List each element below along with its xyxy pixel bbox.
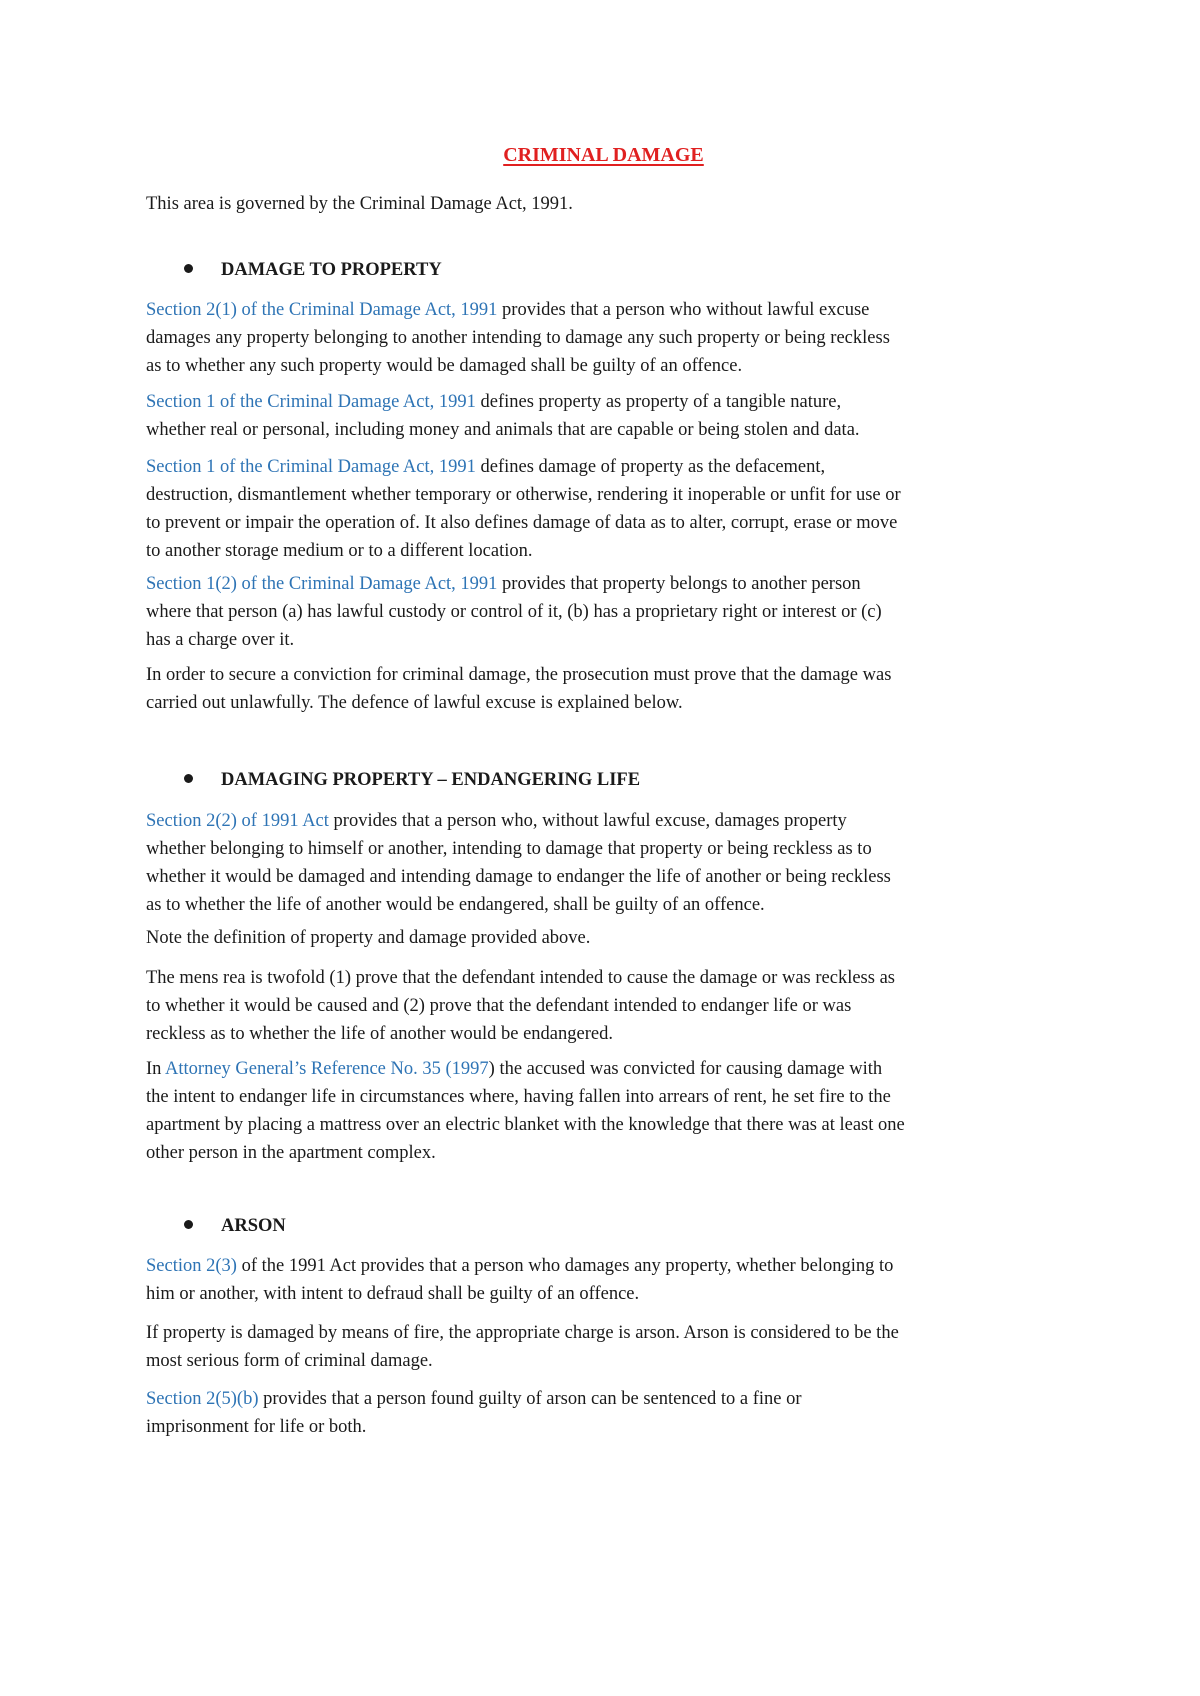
paragraph-line: [146, 388, 1066, 416]
body-paragraph: [146, 1385, 1066, 1441]
paragraph-line: [146, 598, 1066, 626]
paragraph-text: ) the accused was convicted for causing damage with: [488, 1059, 883, 1079]
paragraph-text: most serious form of criminal damage.: [146, 1351, 433, 1371]
body-paragraph: [146, 296, 1066, 380]
intro-paragraph: This area is governed by the Criminal Damage Act, 1991.: [146, 194, 573, 214]
paragraph-text: other person in the apartment complex.: [146, 1143, 436, 1163]
paragraph-text: damages any property belonging to another intending to damage any such property or being reckless: [146, 328, 890, 348]
paragraph-line: [146, 891, 1066, 919]
paragraph-line: [146, 1413, 1066, 1441]
paragraph-text: defines property as property of a tangible nature,: [475, 392, 842, 412]
bullet-icon: [184, 1220, 193, 1229]
paragraph-line: [146, 863, 1066, 891]
paragraph-text: reckless as to whether the life of another would be endangered.: [146, 1024, 613, 1044]
body-paragraph: [146, 964, 1066, 1048]
paragraph-text: where that person (a) has lawful custody or control of it, (b) has a proprietary right or interest or (c): [146, 602, 882, 622]
body-paragraph: [146, 570, 1066, 654]
legal-reference-link[interactable]: Section 2(3): [146, 1256, 237, 1276]
body-paragraph: [146, 453, 1066, 565]
bullet-icon: [184, 264, 193, 273]
document-title: CRIMINAL DAMAGE: [503, 144, 704, 166]
paragraph-text: imprisonment for life or both.: [146, 1417, 367, 1437]
paragraph-line: [146, 1252, 1066, 1280]
paragraph-text: whether real or personal, including money and animals that are capable or being stolen and data.: [146, 420, 860, 440]
paragraph-text: to whether it would be caused and (2) prove that the defendant intended to endanger life or was: [146, 996, 852, 1016]
body-paragraph: [146, 661, 1066, 717]
legal-reference-link[interactable]: Section 2(2) of 1991 Act: [146, 811, 329, 831]
paragraph-line: [146, 924, 1066, 952]
paragraph-line: [146, 661, 1066, 689]
section-heading: [146, 256, 442, 284]
paragraph-text: him or another, with intent to defraud shall be guilty of an offence.: [146, 1284, 640, 1304]
paragraph-line: [146, 570, 1066, 598]
paragraph-line: [146, 453, 1066, 481]
paragraph-line: [146, 537, 1066, 565]
paragraph-text: provides that property belongs to another person: [497, 574, 861, 594]
body-paragraph: [146, 388, 1066, 444]
legal-reference-link[interactable]: Attorney General’s Reference No. 35 (1997: [165, 1059, 489, 1079]
paragraph-line: [146, 626, 1066, 654]
paragraph-text: In order to secure a conviction for criminal damage, the prosecution must prove that the damage was: [146, 665, 892, 685]
paragraph-line: [146, 416, 1066, 444]
bullet-icon: [184, 774, 193, 783]
paragraph-line: [146, 1139, 1066, 1167]
paragraph-line: [146, 1280, 1066, 1308]
paragraph-line: [146, 835, 1066, 863]
paragraph-text: to another storage medium or to a different location.: [146, 541, 533, 561]
paragraph-line: [146, 964, 1066, 992]
legal-reference-link[interactable]: Section 1 of the Criminal Damage Act, 1991: [146, 392, 476, 412]
paragraph-text: defines damage of property as the defacement,: [475, 457, 826, 477]
paragraph-text: Note the definition of property and damage provided above.: [146, 928, 591, 948]
paragraph-line: [146, 481, 1066, 509]
section-heading: [146, 1212, 286, 1240]
paragraph-text: apartment by placing a mattress over an electric blanket with the knowledge that there was at least one: [146, 1115, 905, 1135]
paragraph-text: to prevent or impair the operation of. It also defines damage of data as to alter, corrupt, erase or move: [146, 513, 898, 533]
paragraph-text: provides that a person found guilty of arson can be sentenced to a fine or: [258, 1389, 802, 1409]
paragraph-text: provides that a person who without lawful excuse: [497, 300, 870, 320]
legal-reference-link[interactable]: Section 2(1) of the Criminal Damage Act, 1991: [146, 300, 498, 320]
paragraph-line: [146, 509, 1066, 537]
section-heading-text: DAMAGE TO PROPERTY: [221, 260, 442, 280]
paragraph-line: [146, 1020, 1066, 1048]
body-paragraph: [146, 1319, 1066, 1375]
legal-reference-link[interactable]: Section 1(2) of the Criminal Damage Act, 1991: [146, 574, 498, 594]
paragraph-prefix: In: [146, 1059, 166, 1079]
paragraph-line: [146, 352, 1066, 380]
body-paragraph: [146, 1055, 1066, 1167]
paragraph-line: [146, 807, 1066, 835]
paragraph-line: [146, 324, 1066, 352]
body-paragraph: [146, 1252, 1066, 1308]
paragraph-text: as to whether any such property would be damaged shall be guilty of an offence.: [146, 356, 743, 376]
paragraph-line: [146, 1347, 1066, 1375]
paragraph-text: has a charge over it.: [146, 630, 295, 650]
paragraph-line: [146, 992, 1066, 1020]
legal-reference-link[interactable]: Section 1 of the Criminal Damage Act, 1991: [146, 457, 476, 477]
paragraph-text: provides that a person who, without lawful excuse, damages property: [328, 811, 847, 831]
paragraph-text: destruction, dismantlement whether temporary or otherwise, rendering it inoperable or unfit for use or: [146, 485, 901, 505]
paragraph-text: carried out unlawfully. The defence of lawful excuse is explained below.: [146, 693, 683, 713]
section-heading-text: DAMAGING PROPERTY – ENDANGERING LIFE: [221, 770, 641, 790]
legal-reference-link[interactable]: Section 2(5)(b): [146, 1389, 259, 1409]
paragraph-text: whether belonging to himself or another, intending to damage that property or being reckless as to: [146, 839, 872, 859]
paragraph-line: [146, 296, 1066, 324]
paragraph-text: as to whether the life of another would be endangered, shall be guilty of an offence.: [146, 895, 765, 915]
paragraph-text: of the 1991 Act provides that a person who damages any property, whether belonging to: [236, 1256, 894, 1276]
paragraph-text: If property is damaged by means of fire, the appropriate charge is arson. Arson is considered to be the: [146, 1323, 899, 1343]
paragraph-text: whether it would be damaged and intending damage to endanger the life of another or being reckless: [146, 867, 891, 887]
section-heading-text: ARSON: [221, 1216, 286, 1236]
paragraph-text: the intent to endanger life in circumstances where, having fallen into arrears of rent, he set fire to the: [146, 1087, 891, 1107]
body-paragraph: [146, 807, 1066, 919]
paragraph-text: The mens rea is twofold (1) prove that the defendant intended to cause the damage or was reckless as: [146, 968, 895, 988]
section-heading: [146, 766, 640, 794]
paragraph-line: [146, 689, 1066, 717]
paragraph-line: [146, 1055, 1066, 1083]
body-paragraph: [146, 924, 1066, 952]
paragraph-line: [146, 1111, 1066, 1139]
paragraph-line: [146, 1083, 1066, 1111]
paragraph-line: [146, 1385, 1066, 1413]
paragraph-line: [146, 1319, 1066, 1347]
